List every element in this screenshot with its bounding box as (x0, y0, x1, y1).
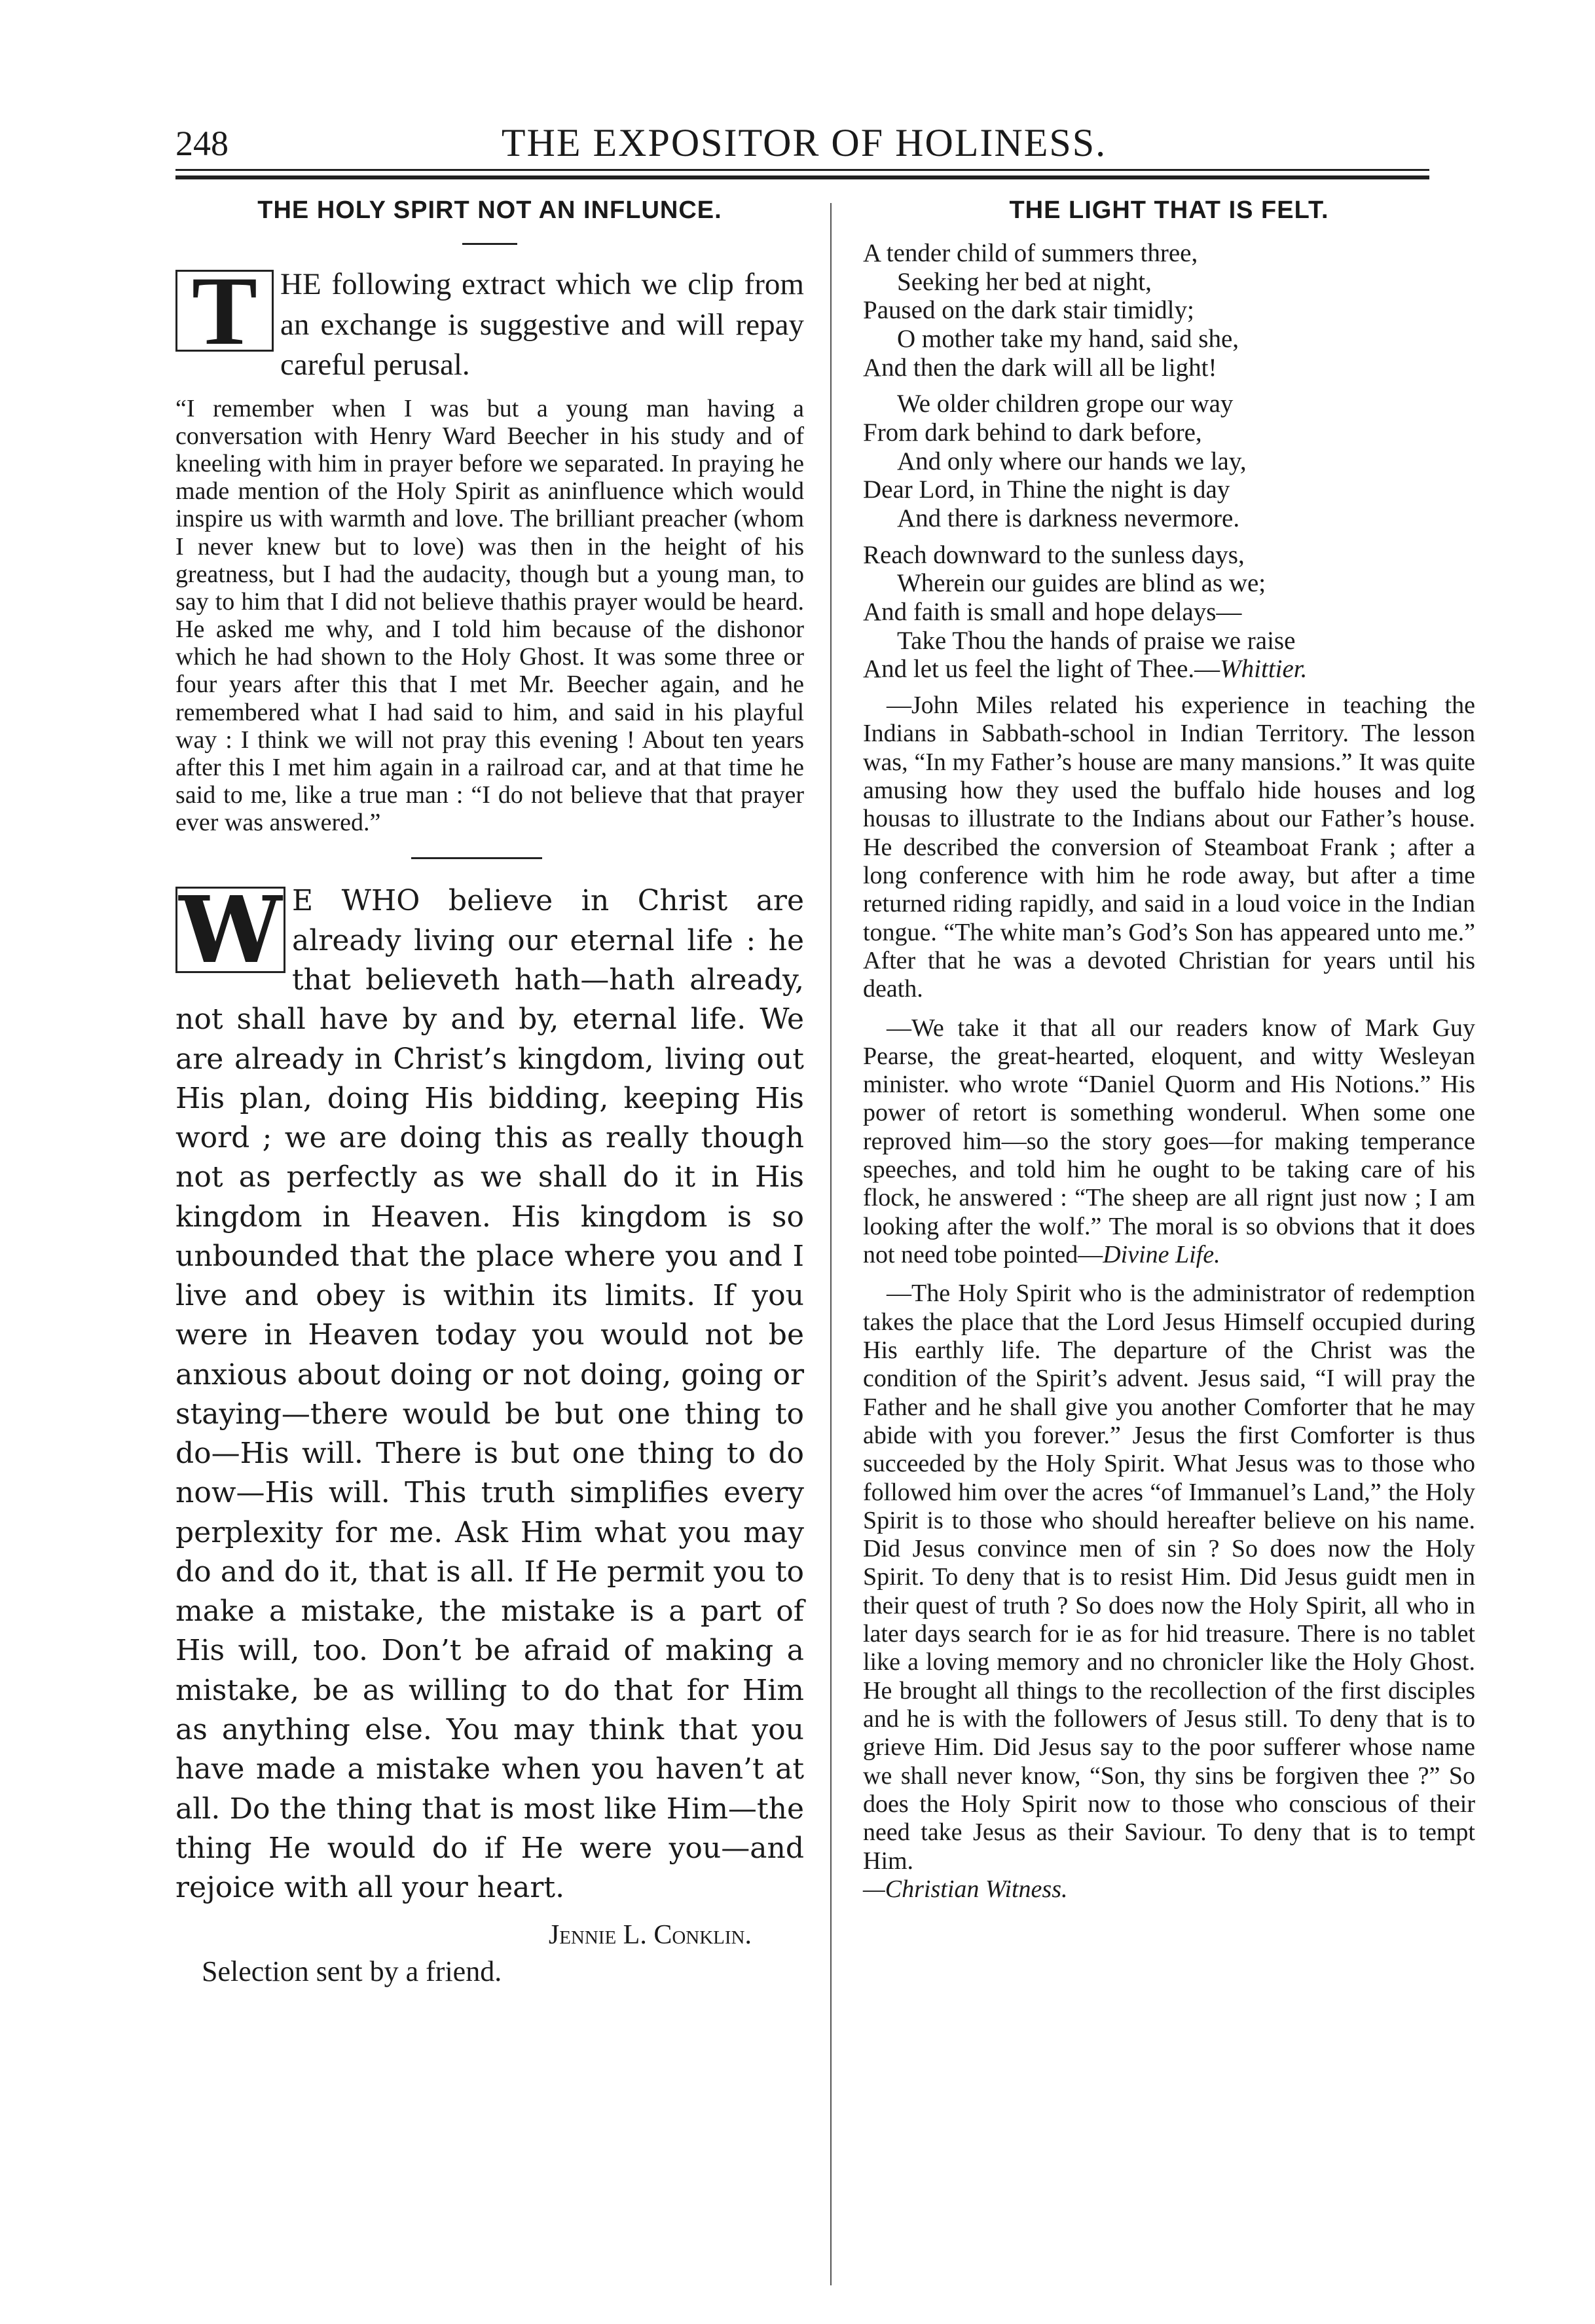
poem-line: From dark behind to dark before, (863, 418, 1202, 447)
poem-line: Reach downward to the sunless days, (863, 540, 1245, 569)
john-miles-paragraph: —John Miles related his experience in teaching the Indians in Sabbath-school in Indian Territory. The lesson was, “In my Father’s house are many mansions.” It was quite amusing how they used the buffalo hide houses and log housas to illustrate to the Indians about our Father’s house. He described the conversion of Steamboat Frank ; after a long conference with him he rode away, but after a time returned riding rapidly, and said in a loud voice in the Indian tongue. “The white man’s God’s Son has appeared unto me.” After that he was a devoted Christian for years until his death. (863, 692, 1475, 1003)
dropcap-w: W (175, 887, 285, 973)
lead-text: HE following extract which we clip from an exchange is suggestive and will repay careful perusal. (280, 267, 804, 382)
right-column (863, 196, 1475, 1914)
heading-separator (462, 243, 517, 245)
beecher-quote: “I remember when I was but a young man having a conversation with Henry Ward Beecher in his study and of kneeling with him in prayer before we separated. In praying he made mention of the Holy Spirit as aninfluence which would inspire us with warmth and love. The brilliant preacher (whom I never knew but to love) was then in the height of his greatness, but I had the audacity, though but a young man, to say to him that I did not believe thathis prayer would be heard. He asked me why, and I told him because of the dishonor which he had shown to the Holy Ghost. It was some three or four years after this that I met Mr. Beecher again, and he remembered what I had said to him, and said in his playful way : I think we will not pray this evening ! About ten years after this I met him again in a railroad car, and at that time he said to me, like a true man : “I do not believe that that prayer ever was answered.” (175, 394, 804, 837)
column-divider (830, 203, 832, 2285)
administrator-source: —Christian Witness. (863, 1875, 1068, 1903)
poem-line: And then the dark will all be light! (863, 353, 1217, 382)
journal-title: THE EXPOSITOR OF HOLINESS. (501, 121, 1107, 164)
poem-line: A tender child of summers three, (863, 239, 1198, 267)
poem-stanza (863, 239, 1475, 382)
dropcap-t: T (175, 270, 274, 352)
poem-line: And there is darkness nevermore. (897, 504, 1240, 533)
article-heading-holy-spirit: THE HOLY SPIRT NOT AN INFLUNCE. (257, 196, 722, 224)
page-number: 248 (175, 124, 229, 163)
administrator-text: —The Holy Spirit who is the administrator of redemption takes the place that the Lord Jesus Himself occupied during His earthly life. The departure of the Christ was the condition of the Spirit’s advent. Jesus said, “I will pray the Father and he shall give you another Comforter that he may abide with you forever.” Jesus the first Comforter is thus succeeded by the Holy Spirit. What Jesus was to those who followed him over the acres “of Immanuel’s Land,” the Holy Spirit is to those who should hereafter believe on his name. Did Jesus convince men of sin ? So does now the Holy Spirit. To deny that is to resist Him. Did Jesus guidt men in their quest of truth ? So does now the Holy Spirit, all who in later days search for ie as for hid treasure. There is no tablet like a loving memory and no chronicler like the Holy Ghost. He brought all things to the recollection of the first disciples and he is with the followers of Jesus still. To deny that is to grieve Him. Did Jesus say to the poor sufferer whose name we shall never know, “Son, thy sins be forgiven thee ?” So does the Holy Spirit now to those who conscious of their need take Jesus as their Saviour. To deny that is to tempt Him. (863, 1280, 1475, 1875)
poem-stanza (863, 390, 1475, 532)
poem-stanza (863, 541, 1475, 684)
header-rule-thin (175, 169, 1429, 171)
page-header (175, 111, 1433, 170)
poem-line: Seeking her bed at night, (897, 267, 1152, 296)
author-signature: Jennie L. Conklin. (548, 1920, 752, 1951)
poem-line: Dear Lord, in Thine the night is day (863, 475, 1230, 504)
lead-paragraph (175, 257, 804, 386)
poem-heading: THE LIGHT THAT IS FELT. (1009, 196, 1329, 224)
section-separator (411, 857, 542, 859)
poem-line-last (863, 655, 1475, 684)
poem-line: We older children grope our way (897, 390, 1234, 418)
poem-line: O mother take my hand, said she, (897, 325, 1239, 354)
poem-line-text: And let us feel the light of Thee.— (863, 655, 1220, 684)
pearse-text: —We take it that all our readers know of Mark Guy Pearse, the great-hearted, eloquent, and witty Wesleyan minister. who wrote “Daniel Quorm and His Notions.” His power of retort is something wonderul. When some one reproved him—so the story goes—for making temperance speeches, and told him he ought to be taking care of his flock, he answered : “The sheep are all rignt just now ; I am looking after the wolf.” The moral is so obvions that it does not need tobe pointed— (863, 1014, 1475, 1269)
poem-line: And faith is small and hope delays— (863, 598, 1242, 627)
left-column (175, 196, 804, 1988)
header-rule-thick (175, 175, 1429, 179)
poem-line: Paused on the dark stair timidly; (863, 296, 1194, 325)
selection-note: Selection sent by a friend. (202, 1955, 502, 1988)
holy-spirit-administrator-paragraph (863, 1280, 1475, 1904)
poem-line: And only where our hands we lay, (897, 447, 1247, 475)
pearse-source: Divine Life. (1103, 1241, 1220, 1269)
mark-guy-pearse-paragraph (863, 1014, 1475, 1270)
poem-attribution: Whittier. (1220, 655, 1308, 684)
poem-line: Wherein our guides are blind as we; (897, 569, 1266, 598)
poem-line: Take Thou the hands of praise we raise (897, 626, 1296, 655)
eternal-life-article (175, 877, 804, 1908)
poem (863, 239, 1475, 684)
eternal-life-text: E WHO believe in Christ are already living our eternal life : he that believeth hath—hath already, not shall have by and by, eternal life. We are already in Christ’s kingdom, living out His plan, doing His bidding, keeping His word ; we are doing this as really though not as perfectly as we shall do it in His kingdom in Heaven. His kingdom is so unbounded that the place where you and I live and obey is within its limits. If you were in Heaven today you would not be anxious about doing or not doing, going or staying—there would be but one thing to do—His will. There is but one thing to do now—His will. This truth simplifies every perplexity for me. Ask Him what you may do and do it, that is all. If He permit you to make a mistake, the mistake is a part of His will, too. Don’t be afraid of making a mistake, be as willing to do that for Him as anything else. You may think that you have made a mistake when you haven’t at all. Do the thing that is most like Him—the thing He would do if He were you—and rejoice with all your heart. (175, 884, 804, 1905)
